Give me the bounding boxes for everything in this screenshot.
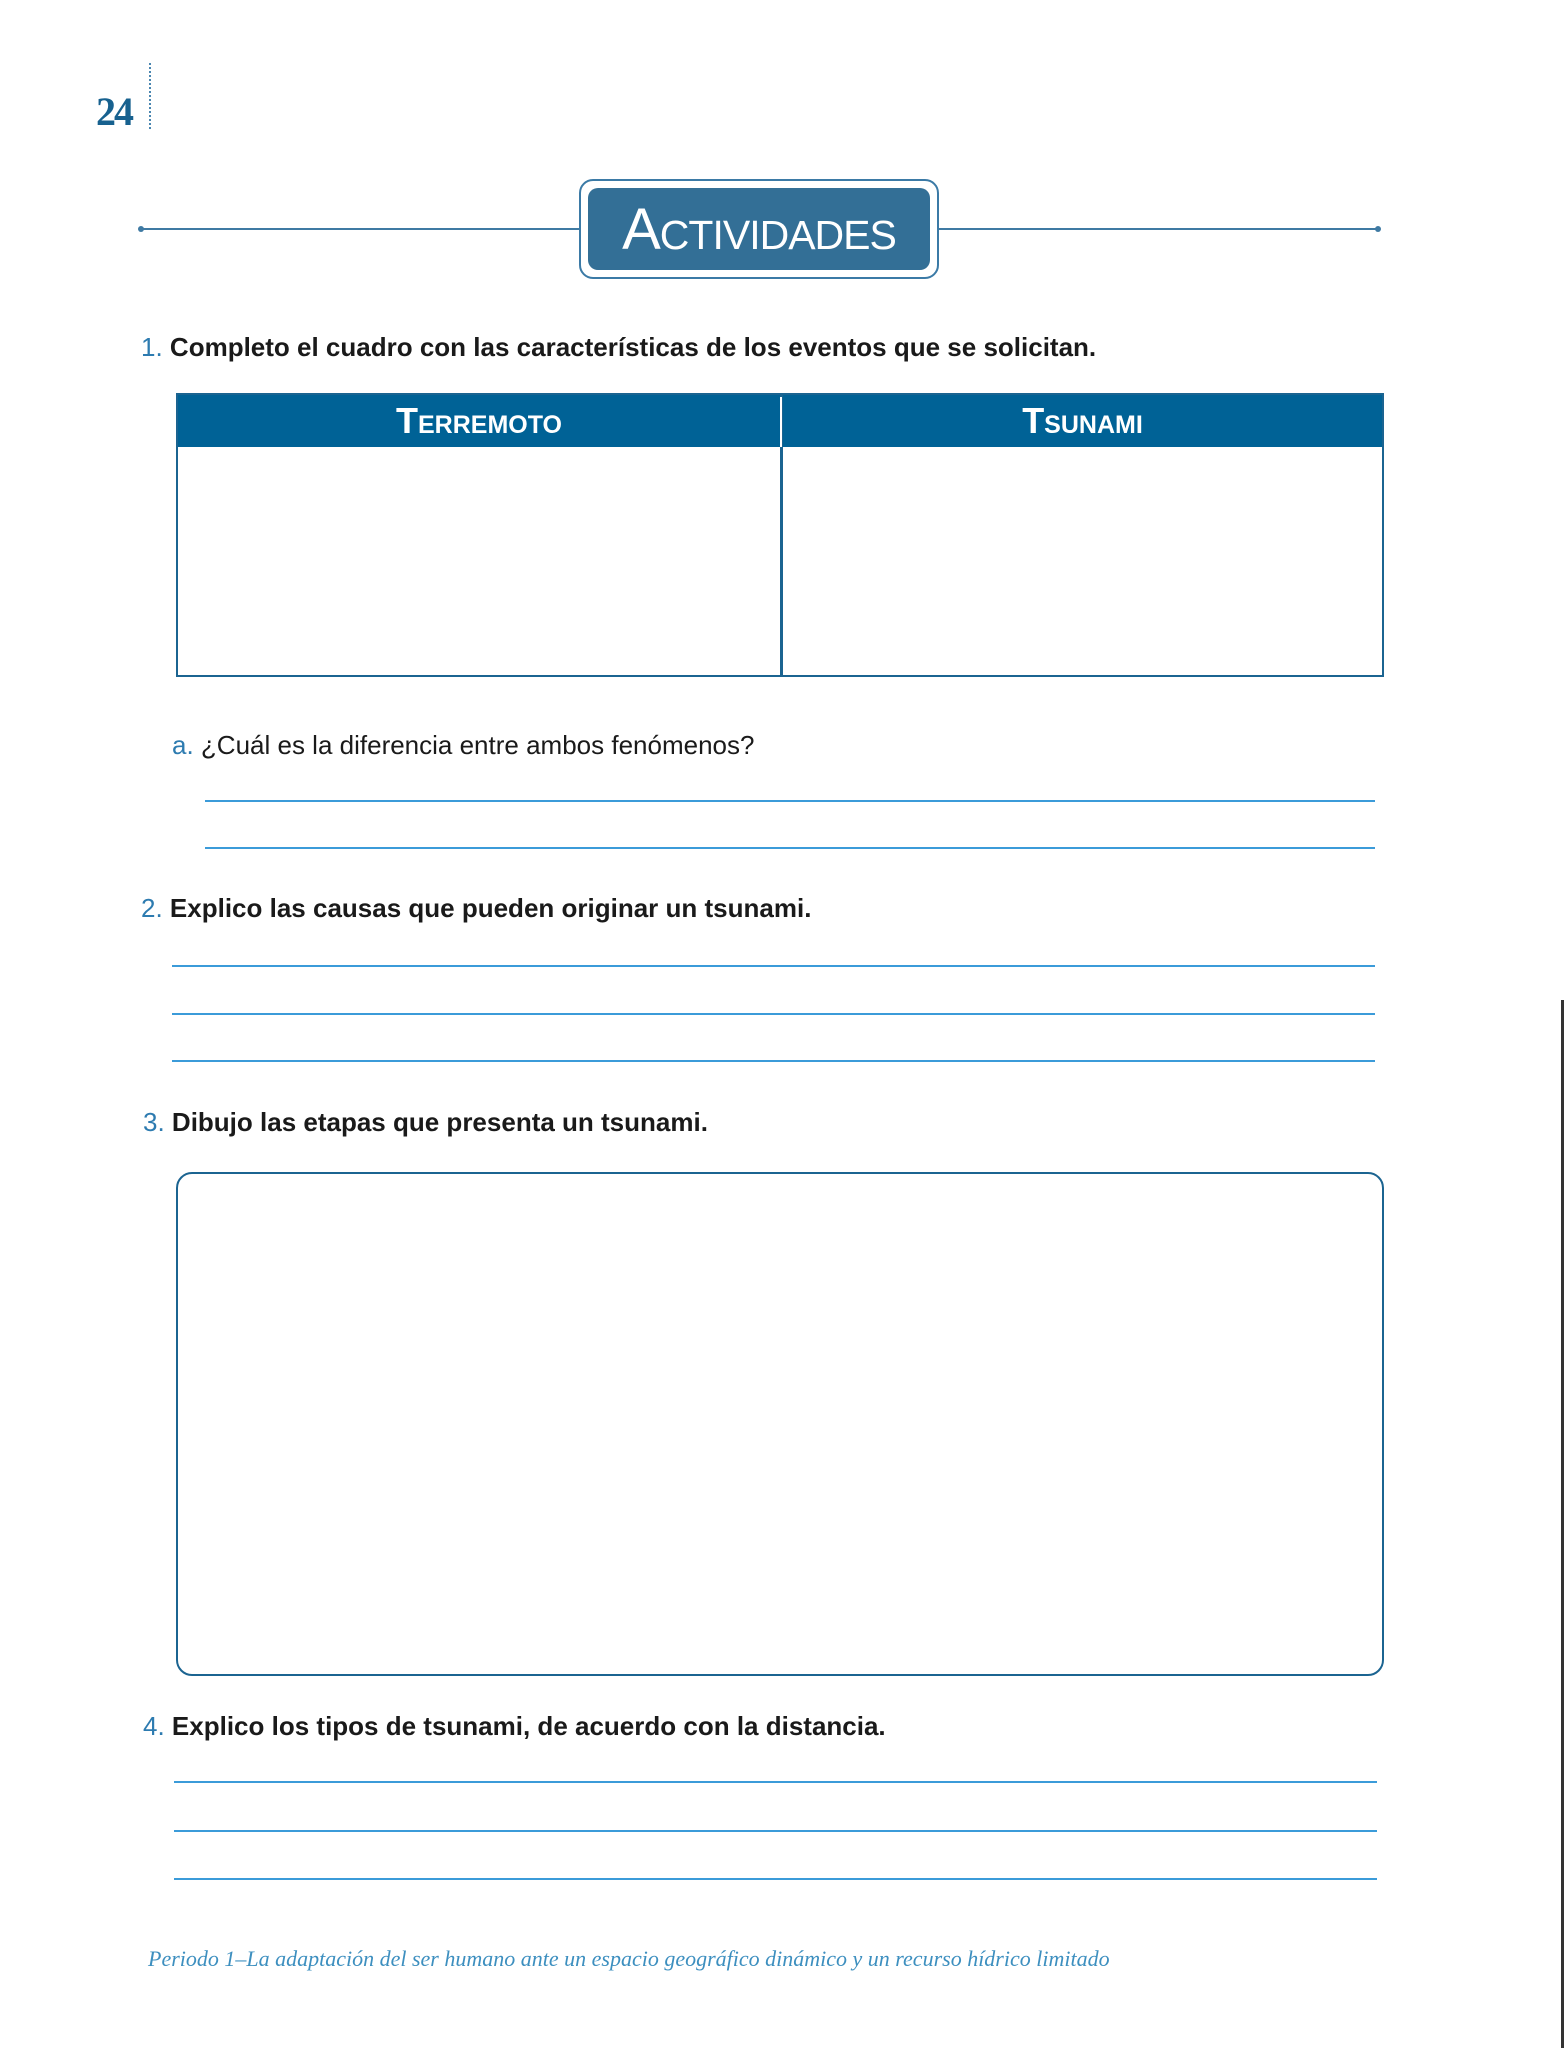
section-title-box bbox=[579, 179, 939, 279]
answer-line[interactable] bbox=[172, 965, 1375, 967]
drawing-area[interactable] bbox=[176, 1172, 1384, 1676]
answer-line[interactable] bbox=[174, 1878, 1377, 1880]
column-header-terremoto: Terremoto bbox=[396, 400, 562, 441]
page-footer: Periodo 1–La adaptación del ser humano ante un espacio geográfico dinámico y un recurso hídrico limitado bbox=[148, 1946, 1110, 1971]
answer-cell-terremoto[interactable] bbox=[178, 447, 780, 675]
question-number: 4. bbox=[143, 1711, 165, 1741]
question-number: 1. bbox=[141, 332, 163, 362]
answer-line[interactable] bbox=[174, 1781, 1377, 1783]
answer-line[interactable] bbox=[205, 800, 1375, 802]
answer-cell-tsunami[interactable] bbox=[783, 447, 1382, 675]
characteristics-table bbox=[176, 393, 1384, 677]
question-number: 2. bbox=[141, 893, 163, 923]
answer-line[interactable] bbox=[172, 1013, 1375, 1015]
answer-line[interactable] bbox=[205, 847, 1375, 849]
question-4 bbox=[143, 1711, 886, 1742]
question-text: Completo el cuadro con las características de los eventos que se solicitan. bbox=[169, 332, 1097, 362]
question-text: ¿Cuál es la diferencia entre ambos fenómenos? bbox=[200, 730, 755, 760]
question-letter: a. bbox=[172, 730, 194, 760]
answer-line[interactable] bbox=[172, 1060, 1375, 1062]
page-number: 24 bbox=[96, 89, 132, 134]
header-divider bbox=[780, 397, 782, 447]
rule-endpoint-left bbox=[138, 226, 144, 232]
column-header-tsunami: Tsunami bbox=[1022, 400, 1143, 441]
question-number: 3. bbox=[143, 1107, 165, 1137]
section-title: Actividades bbox=[588, 188, 930, 270]
question-3 bbox=[143, 1107, 708, 1138]
page-number-divider bbox=[149, 63, 151, 129]
question-text: Dibujo las etapas que presenta un tsunami. bbox=[171, 1107, 708, 1137]
question-text: Explico las causas que pueden originar un tsunami. bbox=[169, 893, 812, 923]
question-text: Explico los tipos de tsunami, de acuerdo con la distancia. bbox=[171, 1711, 886, 1741]
answer-line[interactable] bbox=[174, 1830, 1377, 1832]
question-1a bbox=[172, 730, 754, 761]
question-1 bbox=[141, 332, 1096, 363]
question-2 bbox=[141, 893, 811, 924]
rule-endpoint-right bbox=[1375, 226, 1381, 232]
